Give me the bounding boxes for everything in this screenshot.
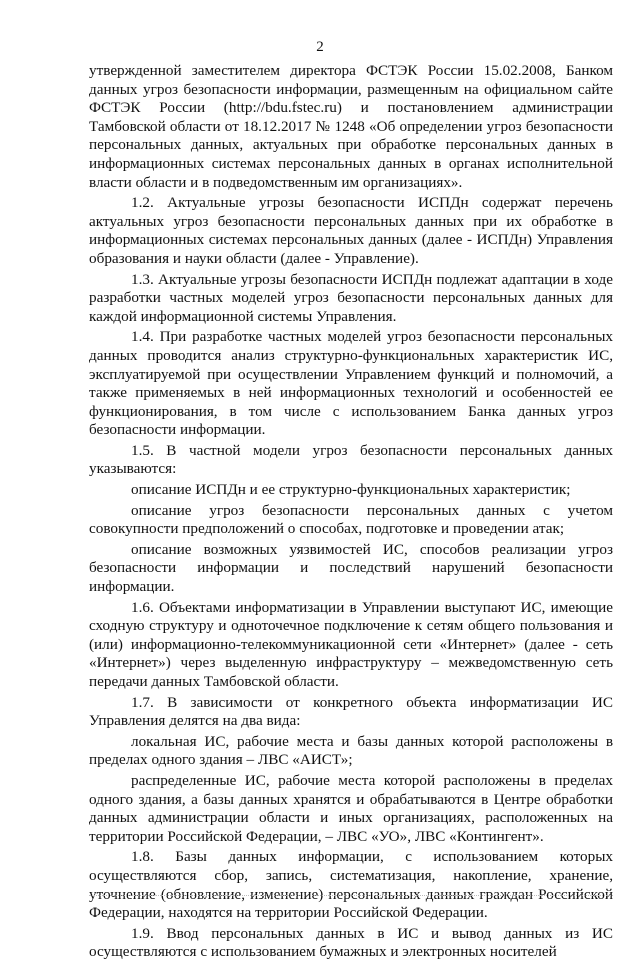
paragraph-1-7: 1.7. В зависимости от конкретного объекта информатизации ИС Управления делятся на два вида: [89,693,613,730]
document-body [89,62,613,964]
paragraph-1-5: 1.5. В частной модели угроз безопасности персональных данных указываются: [89,441,613,478]
paragraph-1-6: 1.6. Объектами информатизации в Управлении выступают ИС, имеющие сходную структуру и одноточечное подключение к сетям общего пользования и (или) информационно-телекоммуникационной сети «Интернет» (далее - сеть «Интернет») через выделенную инфраструктуру – межведомственную сеть передачи данных Тамбовской области. [89,598,613,690]
list-item-vulnerabilities: описание возможных уязвимостей ИС, способов реализации угроз безопасности информации и последствий нарушений безопасности информации. [89,540,613,596]
paragraph-continuation: утвержденной заместителем директора ФСТЭК России 15.02.2008, Банком данных угроз безопасности информации, размещенным на официальном сайте ФСТЭК России (http://bdu.fstec.ru) и постановлением администрации Тамбовской области от 18.12.2017 № 1248 «Об определении угроз безопасности персональных данных, актуальных при обработке персональных данных в информационных системах персональных данных в органах исполнительной власти области и в подведомственным им организациях». [89,62,613,191]
paragraph-1-9: 1.9. Ввод персональных данных в ИС и вывод данных из ИС осуществляются с использованием бумажных и электронных носителей [89,924,613,961]
page-number: 2 [316,39,324,55]
list-item-threats: описание угроз безопасности персональных данных с учетом совокупности предположений о способах, подготовке и проведении атак; [89,501,613,538]
paragraph-1-4: 1.4. При разработке частных моделей угроз безопасности персональных данных проводится анализ структурно-функциональных характеристик ИС, эксплуатируемой при осуществлении Управлением функций и полномочий, а также применяемых в ней информационных технологий и особенностей ее функционирования, в том числе с использованием Банка данных угроз безопасности информации. [89,328,613,439]
list-item-local-is: локальная ИС, рабочие места и базы данных которой расположены в пределах одного здания – ЛВС «АИСТ»; [89,732,613,769]
paragraph-1-2: 1.2. Актуальные угрозы безопасности ИСПДн содержат перечень актуальных угроз безопасности персональных данных при их обработке в информационных системах персональных данных (далее - ИСПДн) Управления образования и науки области (далее - Управление). [89,194,613,267]
paragraph-1-3: 1.3. Актуальные угрозы безопасности ИСПДн подлежат адаптации в ходе разработки частных моделей угроз безопасности персональных данных для каждой информационной системы Управления. [89,270,613,325]
page-bottom-edge [89,895,613,896]
list-item-distributed-is: распределенные ИС, рабочие места которой расположены в пределах одного здания, а базы данных хранятся и обрабатываются в Центре обработки данных администрации области и иных организациях, расположенных на территории Российской Федерации, – ЛВС «УО», ЛВС «Контингент». [89,771,613,845]
paragraph-1-8: 1.8. Базы данных информации, с использованием которых осуществляются сбор, запись, систематизация, накопление, хранение, уточнение (обновление, изменение) персональных данных граждан Российской Федерации, находятся на территории Российской Федерации. [89,848,613,922]
list-item-description: описание ИСПДн и ее структурно-функциональных характеристик; [131,481,571,499]
